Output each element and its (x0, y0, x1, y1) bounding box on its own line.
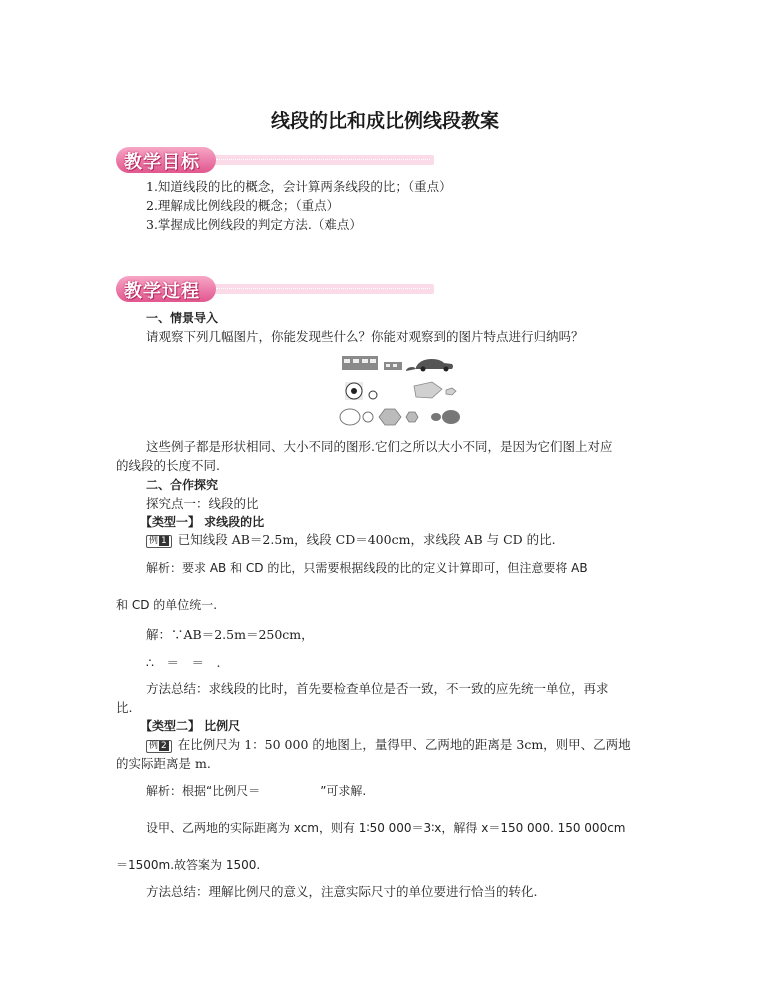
part2-heading: 二、合作探究 (146, 478, 219, 492)
building-large-icon (342, 356, 378, 370)
football-small-icon (369, 391, 377, 399)
page-title: 线段的比和成比例线段教案 (270, 110, 499, 132)
example1 (146, 532, 556, 548)
circle-small-icon (363, 412, 373, 422)
example-tag-1: 例 1 (146, 535, 172, 548)
oval-large-icon (442, 410, 460, 424)
similar-shapes-figure (336, 353, 472, 431)
type1-heading: 【类型一】 求线段的比 (140, 515, 265, 529)
part1-answer-line2: 的线段的长度不同. (116, 458, 220, 473)
building-small-icon (384, 362, 402, 370)
solution1-line2: ∴ ＝ ＝ . (146, 655, 221, 670)
example2-text: 在比例尺为 1：50 000 的地图上，量得甲、乙两地的距离是 3cm，则甲、乙两地 (177, 737, 631, 752)
hexagon-small-icon (406, 412, 418, 422)
banner-bar (212, 155, 434, 165)
football-large-icon (345, 382, 363, 400)
banner-dots (216, 288, 430, 289)
car-large-icon (416, 359, 453, 372)
analysis2: 解析：根据“比例尺＝ ”可求解. (146, 784, 367, 798)
goal-item-3: 3.掌握成比例线段的判定方法.（难点） (146, 217, 362, 232)
example1-text: 已知线段 AB＝2.5m，线段 CD＝400cm，求线段 AB 与 CD 的比. (177, 532, 556, 547)
example-tag-2: 例 2 (146, 740, 172, 753)
ellipse-large-icon (340, 409, 360, 425)
solution2-line2: ＝1500m.故答案为 1500. (116, 858, 261, 872)
goal-item-2: 2.理解成比例线段的概念；（重点） (146, 198, 340, 213)
section-banner-goals (116, 147, 434, 175)
pentagon-large-icon (414, 382, 442, 398)
pentagon-small-icon (446, 388, 456, 395)
analysis1-line2: 和 CD 的单位统一. (116, 598, 218, 612)
method2: 方法总结：理解比例尺的意义，注意实际尺寸的单位要进行恰当的转化. (146, 884, 538, 899)
example2-line1 (146, 737, 631, 753)
solution1-line1: 解：∵AB＝2.5m＝250cm， (146, 627, 314, 642)
method1-line1: 方法总结：求线段的比时，首先要检查单位是否一致，不一致的应先统一单位，再求 (146, 681, 609, 696)
solution2-line1: 设甲、乙两地的实际距离为 xcm，则有 1∶50 000＝3∶x，解得 x＝150 000. 150 000cm (146, 821, 626, 835)
goal-item-1: 1.知道线段的比的概念，会计算两条线段的比；（重点） (146, 179, 452, 194)
section-heading-goals: 教学目标 (124, 152, 200, 173)
explore-point-1: 探究点一：线段的比 (146, 496, 259, 511)
part1-answer-line1: 这些例子都是形状相同、大小不同的图形.它们之所以大小不同，是因为它们图上对应 (146, 439, 613, 454)
banner-dots (216, 159, 430, 160)
example2-line2: 的实际距离是 m. (116, 756, 211, 771)
car-small-icon (406, 367, 416, 371)
part1-heading: 一、情景导入 (146, 311, 219, 325)
hexagon-large-icon (379, 409, 401, 425)
part1-question: 请观察下列几幅图片，你能发现些什么？你能对观察到的图片特点进行归纳吗？ (146, 329, 584, 344)
method1-line2: 比. (116, 700, 133, 715)
section-heading-process: 教学过程 (124, 281, 200, 302)
section-banner-process (116, 276, 434, 304)
banner-bar (212, 284, 434, 294)
oval-small-icon (431, 413, 441, 421)
analysis1-line1: 解析：要求 AB 和 CD 的比，只需要根据线段的比的定义计算即可，但注意要将 AB (146, 561, 588, 575)
type2-heading: 【类型二】 比例尺 (140, 719, 241, 733)
